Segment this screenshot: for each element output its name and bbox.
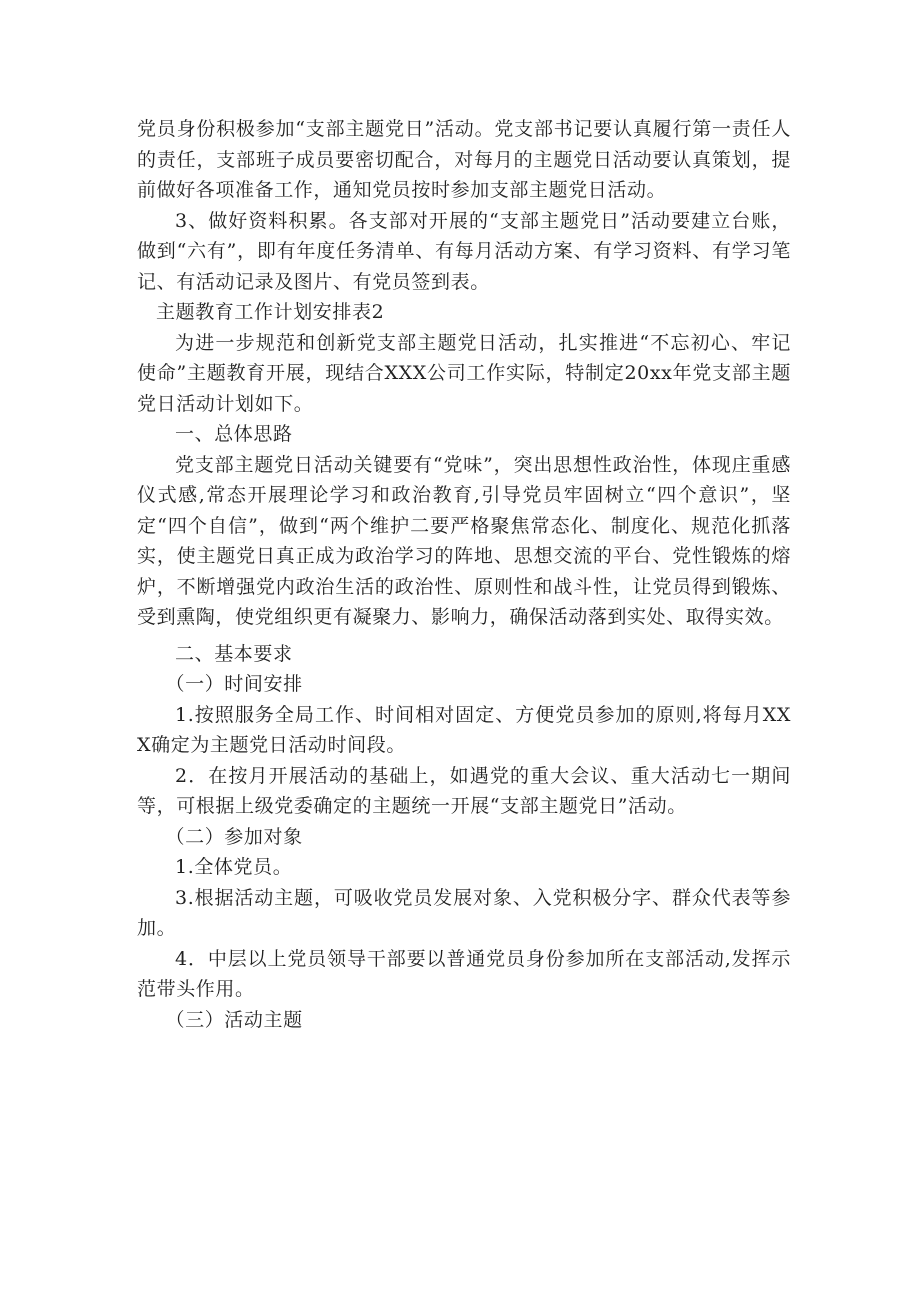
paragraph-participants-3: 3.根据活动主题，可吸收党员发展对象、入党积极分字、群众代表等参加。 [137, 886, 791, 939]
subheading-activity-theme: （三）活动主题 [165, 1008, 303, 1031]
subheading-schedule: （一）时间安排 [165, 673, 303, 695]
paragraph-participants-1: 1.全体党员。 [175, 856, 293, 878]
document-body [137, 114, 791, 1035]
paragraph-overall-approach: 党支部主题党日活动关键要有“党味”，突出思想性政治性，体现庄重感仪式感,常态开展理论学习和政治教育,引导党员牢固树立“四个意识”，坚定“四个自信”，做到“两个维护二要严格聚焦常态化、制度化、规范化抓落实，使主题党日真正成为政治学习的阵地、思想交流的平台、党性锻炼的熔炉，不断增强党内政治生活的政治性、原则性和战斗性，让党员得到锻炼、受到熏陶，使党组织更有凝聚力、影响力，确保活动落到实处、取得实效。 [137, 453, 791, 628]
paragraph-intro: 为进一步规范和创新党支部主题党日活动，扎实推进“不忘初心、牢记使命”主题教育开展，现结合XXX公司工作实际，特制定20xx年党支部主题党日活动计划如下。 [137, 331, 791, 415]
paragraph-continuation: 党员身份积极参加“支部主题党日”活动。党支部书记要认真履行第一责任人的责任，支部班子成员要密切配合，对每月的主题党日活动要认真策划，提前做好各项准备工作，通知党员按时参加支部主题党日活动。 [137, 118, 791, 201]
subheading-participants: （二）参加对象 [165, 825, 303, 848]
paragraph-item-3: 3、做好资料积累。各支部对开展的“支部主题党日”活动要建立台账，做到“六有”，即有年度任务清单、有每月活动方案、有学习资料、有学习笔记、有活动记录及图片、有党员签到表。 [137, 209, 791, 293]
paragraph-schedule-1: 1.按照服务全局工作、时间相对固定、方便党员参加的原则,将每月XXX确定为主题党日活动时间段。 [137, 703, 791, 756]
paragraph-schedule-2: 2．在按月开展活动的基础上，如遇党的重大会议、重大活动七一期间等，可根据上级党委确定的主题统一开展“支部主题党日”活动。 [137, 764, 791, 817]
section-title: 主题教育工作计划安排表2 [156, 301, 385, 323]
heading-basic-requirements: 二、基本要求 [175, 642, 293, 665]
paragraph-participants-4: 4．中层以上党员领导干部要以普通党员身份参加所在支部活动,发挥示范带头作用。 [137, 947, 791, 1000]
heading-overall-approach: 一、总体思路 [175, 423, 293, 445]
